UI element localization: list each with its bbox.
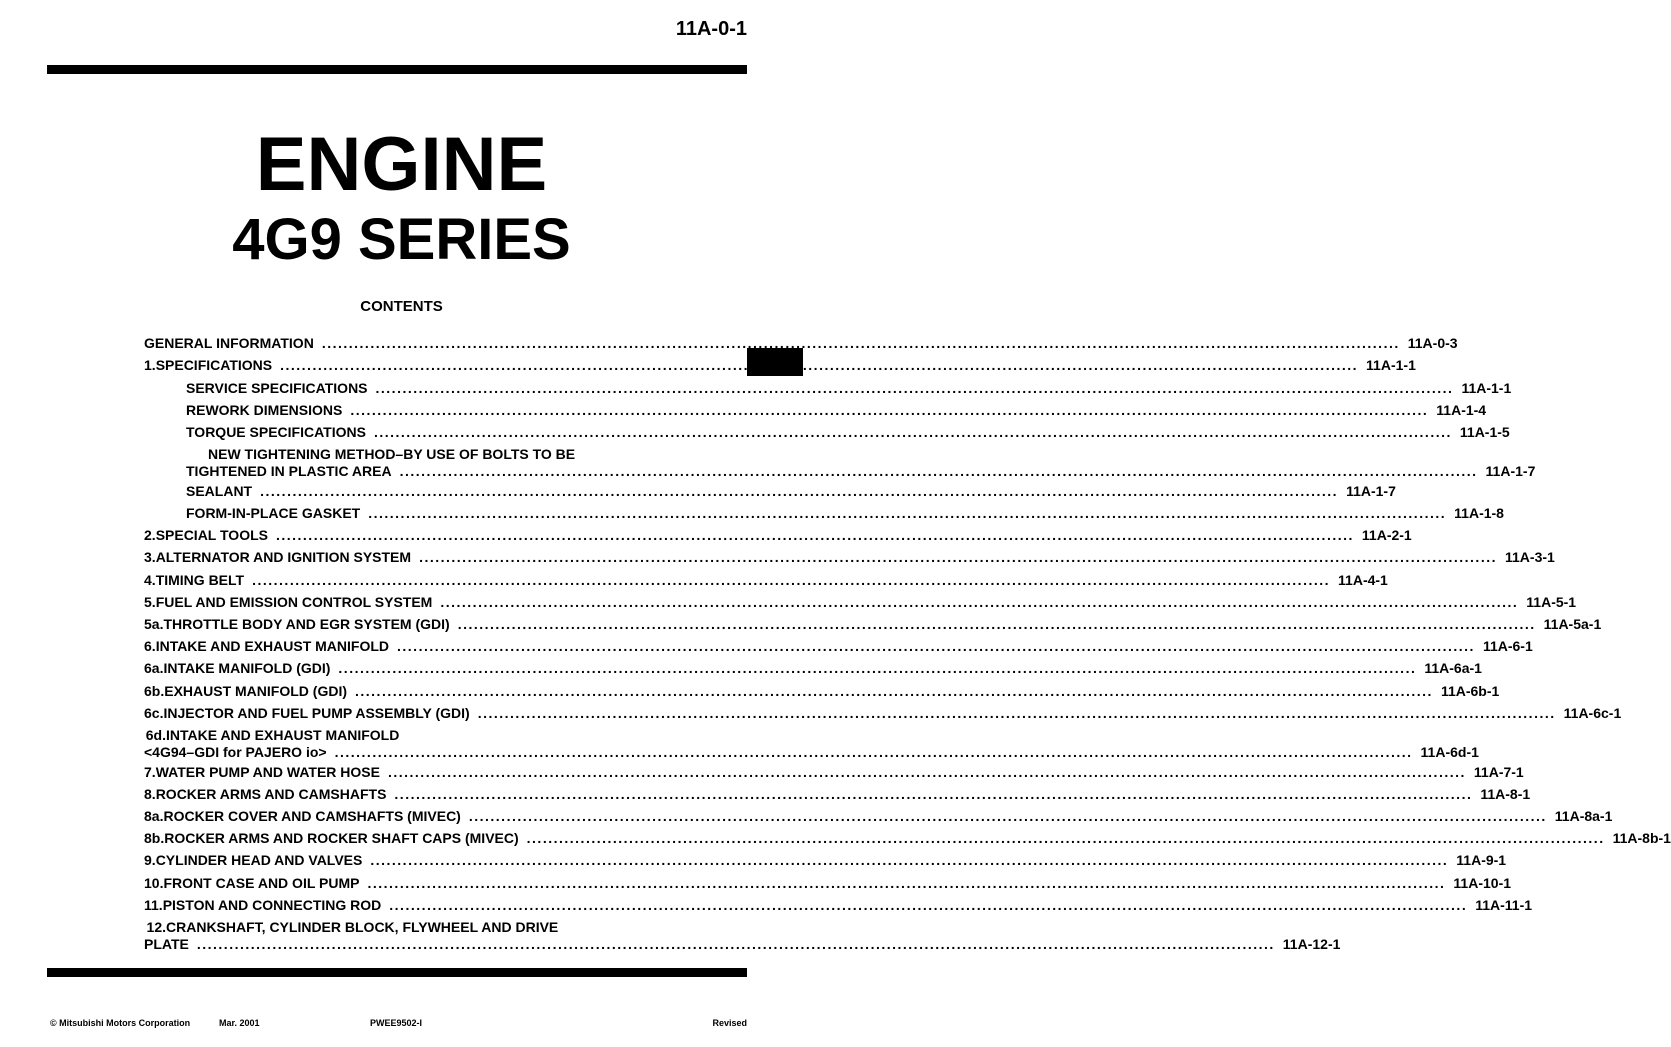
toc-entry-page: 11A-5a-1 <box>1543 616 1602 632</box>
toc-entry <box>144 875 1512 892</box>
page-subtitle: 4G9 SERIES <box>232 207 571 272</box>
bottom-rule <box>47 968 747 977</box>
top-rule <box>47 65 747 74</box>
toc-entry-page: 11A-0-3 <box>1407 335 1458 351</box>
toc-entry-number: 5. <box>144 594 156 610</box>
toc-leader-dots: ........................................................................................................................................................................................................ <box>440 594 1519 610</box>
toc-entry-label: PLATE <box>144 936 189 952</box>
toc-entry-label: INTAKE AND EXHAUST MANIFOLD <box>166 727 400 743</box>
toc-entry-label: ROCKER COVER AND CAMSHAFTS (MIVEC) <box>163 808 461 824</box>
toc-entry-page: 11A-7-1 <box>1473 764 1524 780</box>
toc-leader-dots: ........................................................................................................................................................................................................ <box>419 549 1497 565</box>
toc-entry <box>144 572 1388 589</box>
toc-entry-label: NEW TIGHTENING METHOD–BY USE OF BOLTS TO BE <box>208 446 576 462</box>
toc-entry-label: ALTERNATOR AND IGNITION SYSTEM <box>155 549 412 565</box>
toc-entry-label: FUEL AND EMISSION CONTROL SYSTEM <box>155 594 433 610</box>
toc-entry-number: 8a. <box>144 808 164 824</box>
toc-entry <box>144 402 1487 419</box>
toc-entry <box>144 683 1500 700</box>
toc-entry <box>144 660 1482 677</box>
toc-leader-dots: ........................................................................................................................................................................................................ <box>275 527 1354 543</box>
toc-entry-number: 10. <box>144 875 164 891</box>
toc-entry-number: 1. <box>144 357 156 373</box>
toc-entry <box>144 335 1458 352</box>
footer-copyright: © Mitsubishi Motors Corporation <box>50 1018 191 1028</box>
toc-entry <box>144 527 1412 544</box>
toc-entry-number: 3. <box>144 549 156 565</box>
toc-entry-page: 11A-6b-1 <box>1440 683 1500 699</box>
toc-entry <box>144 380 1512 397</box>
toc-entry-page: 11A-1-1 <box>1366 357 1416 373</box>
toc-entry-label: REWORK DIMENSIONS <box>186 402 343 418</box>
toc-entry-page: 11A-5-1 <box>1526 594 1577 610</box>
toc-entry-number: 11. <box>144 897 163 913</box>
toc-leader-dots: ........................................................................................................................................................................................................ <box>321 335 1400 351</box>
toc-entry-page: 11A-2-1 <box>1361 527 1412 543</box>
toc-leader-dots: ........................................................................................................................................................................................................ <box>375 380 1454 396</box>
toc-leader-dots: ........................................................................................................................................................................................................ <box>260 483 1339 499</box>
toc-entry <box>144 424 1510 441</box>
toc-entry-label: WATER PUMP AND WATER HOSE <box>155 764 380 780</box>
page-title: ENGINE <box>255 122 548 207</box>
toc-entry <box>144 446 1536 480</box>
toc-leader-dots: ........................................................................................................................................................................................................ <box>394 786 1473 802</box>
toc-entry-label: INJECTOR AND FUEL PUMP ASSEMBLY (GDI) <box>163 705 470 721</box>
toc-entry-number: 6a. <box>144 660 164 676</box>
toc-entry <box>144 727 1479 761</box>
toc-entry <box>144 357 1416 374</box>
toc-leader-dots: ........................................................................................................................................................................................................ <box>526 830 1605 846</box>
contents-heading: CONTENTS <box>360 298 443 315</box>
toc-entry-number: 6. <box>144 638 156 654</box>
toc-entry-label: ROCKER ARMS AND CAMSHAFTS <box>155 786 387 802</box>
toc-entry-number: 8. <box>144 786 156 802</box>
toc-entry-page: 11A-1-7 <box>1346 483 1396 499</box>
toc-leader-dots: ........................................................................................................................................................................................................ <box>350 402 1429 418</box>
toc-entry-label: TORQUE SPECIFICATIONS <box>186 424 366 440</box>
toc-leader-dots: ........................................................................................................................................................................................................ <box>368 505 1447 521</box>
toc-entry-page: 11A-1-1 <box>1461 380 1512 396</box>
toc-entry <box>144 897 1533 914</box>
toc-entry-page: 11A-12-1 <box>1282 936 1341 952</box>
toc-entry-page: 11A-1-5 <box>1459 424 1510 440</box>
toc-entry-page: 11A-10-1 <box>1453 875 1512 891</box>
toc-entry <box>144 919 1341 953</box>
toc-leader-dots: ........................................................................................................................................................................................................ <box>399 463 1478 479</box>
toc-entry-page: 11A-6-1 <box>1482 638 1533 654</box>
toc-leader-dots: ........................................................................................................................................................................................................ <box>280 357 1359 373</box>
toc-entry-label: INTAKE MANIFOLD (GDI) <box>163 660 331 676</box>
toc-leader-dots: ........................................................................................................................................................................................................ <box>370 852 1449 868</box>
toc-leader-dots: ........................................................................................................................................................................................................ <box>252 572 1331 588</box>
toc-entry-label: TIMING BELT <box>155 572 245 588</box>
toc-entry-page: 11A-6d-1 <box>1420 744 1479 760</box>
toc-entry-label: THROTTLE BODY AND EGR SYSTEM (GDI) <box>163 616 450 632</box>
toc-entry-label: CRANKSHAFT, CYLINDER BLOCK, FLYWHEEL AND DRIVE <box>166 919 559 935</box>
toc-entry-page: 11A-1-7 <box>1485 463 1536 479</box>
toc-entry-label: PISTON AND CONNECTING ROD <box>162 897 382 913</box>
toc-entry-number: 12. <box>146 919 166 935</box>
toc-entry <box>144 594 1577 611</box>
toc-entry-label: ROCKER ARMS AND ROCKER SHAFT CAPS (MIVEC) <box>164 830 519 846</box>
footer-status: Revised <box>712 1018 747 1028</box>
toc-entry-label: CYLINDER HEAD AND VALVES <box>155 852 363 868</box>
toc-entry-page: 11A-9-1 <box>1456 852 1507 868</box>
toc-entry-page: 11A-1-8 <box>1454 505 1504 521</box>
toc-entry-number: 6b. <box>144 683 165 699</box>
toc-entry-page: 11A-11-1 <box>1475 897 1533 913</box>
toc-entry-page: 11A-1-4 <box>1436 402 1487 418</box>
toc-entry-page: 11A-4-1 <box>1338 572 1388 588</box>
toc-entry-page: 11A-6c-1 <box>1563 705 1622 721</box>
footer-doc-code: PWEE9502-I <box>370 1018 423 1028</box>
toc-entry <box>144 764 1524 781</box>
toc-entry-number: 2. <box>144 527 156 543</box>
toc-entry-label: FORM-IN-PLACE GASKET <box>186 505 361 521</box>
toc-leader-dots: ........................................................................................................................................................................................................ <box>367 875 1446 891</box>
toc-entry-label: GENERAL INFORMATION <box>144 335 314 351</box>
toc-entry <box>144 852 1507 869</box>
page-number: 11A-0-1 <box>675 18 747 40</box>
toc-leader-dots: ........................................................................................................................................................................................................ <box>397 638 1475 654</box>
toc-entry-label: SEALANT <box>186 483 253 499</box>
toc-leader-dots: ........................................................................................................................................................................................................ <box>334 744 1413 760</box>
toc-entry-page: 11A-8-1 <box>1480 786 1531 802</box>
toc-leader-dots: ........................................................................................................................................................................................................ <box>338 660 1417 676</box>
toc-entry <box>144 483 1396 500</box>
toc-entry-label: INTAKE AND EXHAUST MANIFOLD <box>155 638 390 654</box>
toc-entry-page: 11A-8b-1 <box>1612 830 1671 846</box>
toc-entry-number: 6c. <box>144 705 164 721</box>
toc-entry <box>144 808 1613 825</box>
toc-entry-number: 7. <box>144 764 156 780</box>
toc-entry-page: 11A-8a-1 <box>1554 808 1613 824</box>
toc-entry <box>144 505 1504 522</box>
toc-entry-number: 9. <box>144 852 156 868</box>
toc-leader-dots: ........................................................................................................................................................................................................ <box>389 897 1468 913</box>
toc-entry-label: SPECIFICATIONS <box>155 357 273 373</box>
toc-entry-label: TIGHTENED IN PLASTIC AREA <box>186 463 392 479</box>
toc-entry <box>144 549 1555 566</box>
toc-entry <box>144 830 1671 847</box>
toc-leader-dots: ........................................................................................................................................................................................................ <box>468 808 1547 824</box>
toc-entry-page: 11A-6a-1 <box>1424 660 1482 676</box>
toc-entry-number: 8b. <box>144 830 165 846</box>
toc-entry <box>144 616 1602 633</box>
toc-leader-dots: ........................................................................................................................................................................................................ <box>355 683 1433 699</box>
toc-leader-dots: ........................................................................................................................................................................................................ <box>387 764 1466 780</box>
toc-entry-number: 6d. <box>145 727 166 743</box>
toc-entry-number: 5a. <box>144 616 164 632</box>
toc-entry-page: 11A-3-1 <box>1505 549 1555 565</box>
toc-leader-dots: ........................................................................................................................................................................................................ <box>457 616 1536 632</box>
footer-date: Mar. 2001 <box>219 1018 260 1028</box>
toc-entry-label: SPECIAL TOOLS <box>155 527 268 543</box>
toc-entry <box>144 786 1531 803</box>
toc-leader-dots: ........................................................................................................................................................................................................ <box>373 424 1452 440</box>
toc-leader-dots: ........................................................................................................................................................................................................ <box>477 705 1556 721</box>
toc-leader-dots: ........................................................................................................................................................................................................ <box>196 936 1275 952</box>
toc-entry-label: FRONT CASE AND OIL PUMP <box>163 875 360 891</box>
toc-entry <box>144 705 1622 722</box>
toc-entry-number: 4. <box>144 572 156 588</box>
toc-entry-label: <4G94–GDI for PAJERO io> <box>144 744 327 760</box>
toc-entry-label: SERVICE SPECIFICATIONS <box>186 380 368 396</box>
toc-entry <box>144 638 1533 655</box>
toc-entry-label: EXHAUST MANIFOLD (GDI) <box>164 683 347 699</box>
